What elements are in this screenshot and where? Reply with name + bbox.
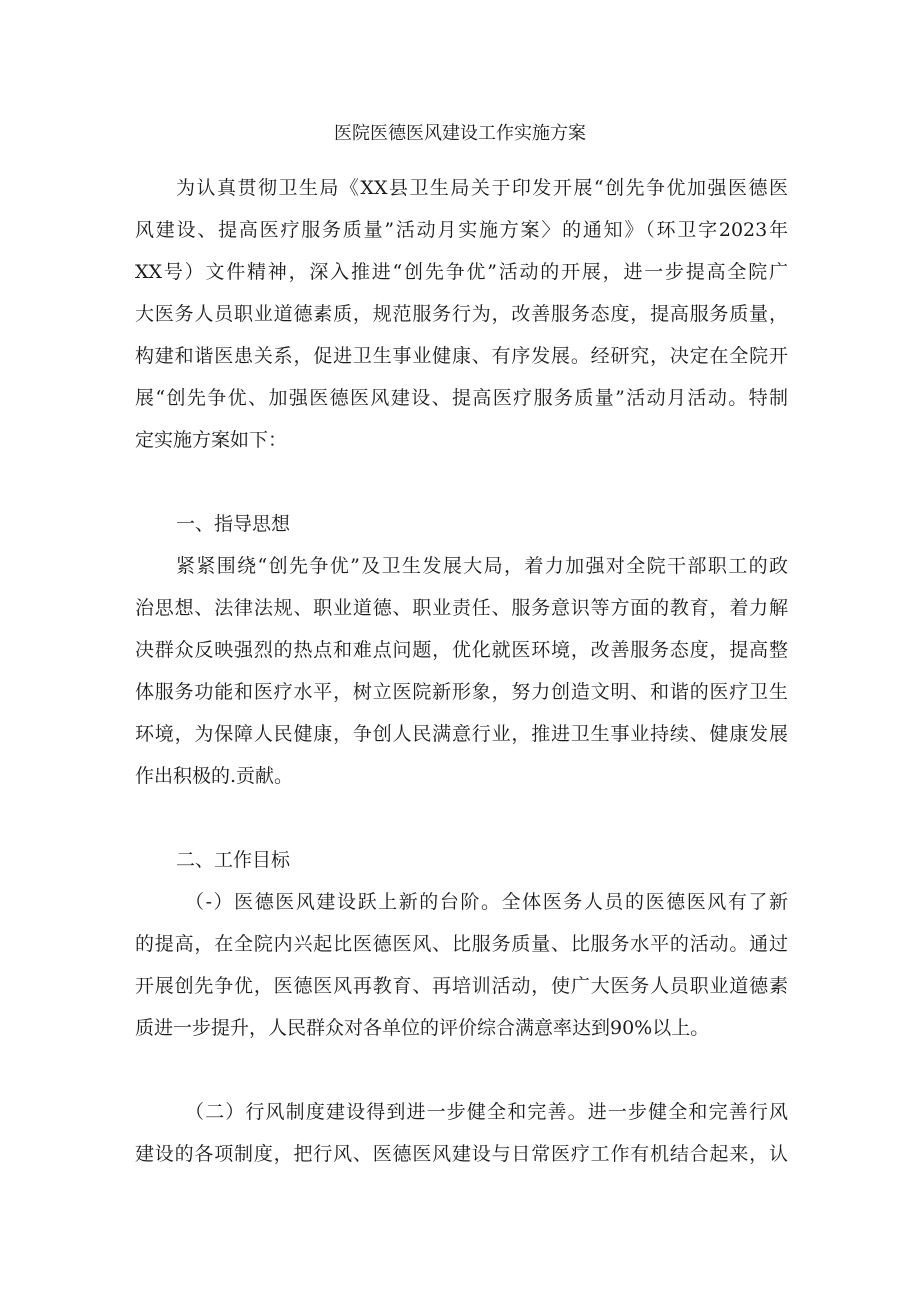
document-title: 医院医德医风建设工作实施方案 bbox=[334, 123, 586, 144]
paragraph-line: 展“创先争优、加强医德医风建设、提高医疗服务质量”活动月活动。特制 bbox=[135, 387, 788, 409]
paragraph-line: （-）医德医风建设跃上新的台阶。全体医务人员的医德医风有了新 bbox=[185, 891, 788, 913]
paragraph-line: 紧紧围绕“创先争优”及卫生发展大局，着力加强对全院干部职工的政 bbox=[176, 555, 788, 577]
paragraph-line: 为认真贯彻卫生局《XX县卫生局关于印发开展“创先争优加强医德医 bbox=[176, 177, 788, 199]
paragraph-line: 决群众反映强烈的热点和难点问题，优化就医环境，改善服务态度，提高整 bbox=[135, 639, 788, 661]
paragraph-line: 的提高，在全院内兴起比医德医风、比服务质量、比服务水平的活动。通过 bbox=[135, 933, 788, 955]
paragraph-line: （二）行风制度建设得到进一步健全和完善。进一步健全和完善行风 bbox=[185, 1101, 788, 1123]
paragraph-line: 大医务人员职业道德素质，规范服务行为，改善服务态度，提高服务质量， bbox=[135, 303, 788, 325]
paragraph-line: 体服务功能和医疗水平，树立医院新形象，努力创造文明、和谐的医疗卫生 bbox=[135, 681, 788, 703]
paragraph-line: 构建和谐医患关系，促进卫生事业健康、有序发展。经研究，决定在全院开 bbox=[135, 345, 788, 367]
paragraph-line: 开展创先争优，医德医风再教育、再培训活动，使广大医务人员职业道德素 bbox=[135, 975, 788, 997]
paragraph-line: 质进一步提升，人民群众对各单位的评价综合满意率达到90%以上。 bbox=[135, 1017, 710, 1039]
paragraph-line: 风建设、提高医疗服务质量”活动月实施方案〉的通知》（环卫字2023年 bbox=[135, 219, 788, 241]
section-heading: 二、工作目标 bbox=[176, 849, 291, 871]
paragraph-line: 定实施方案如下： bbox=[135, 429, 288, 451]
paragraph-line: 作出积极的.贡献。 bbox=[135, 765, 294, 787]
paragraph-line: XX号）文件精神，深入推进“创先争优”活动的开展，进一步提高全院广 bbox=[135, 261, 788, 283]
paragraph-line: 建设的各项制度，把行风、医德医风建设与日常医疗工作有机结合起来，认 bbox=[135, 1143, 788, 1165]
section-heading: 一、指导思想 bbox=[176, 513, 291, 535]
paragraph-line: 治思想、法律法规、职业道德、职业责任、服务意识等方面的教育，着力解 bbox=[135, 597, 788, 619]
paragraph-line: 环境，为保障人民健康，争创人民满意行业，推进卫生事业持续、健康发展 bbox=[135, 723, 788, 745]
